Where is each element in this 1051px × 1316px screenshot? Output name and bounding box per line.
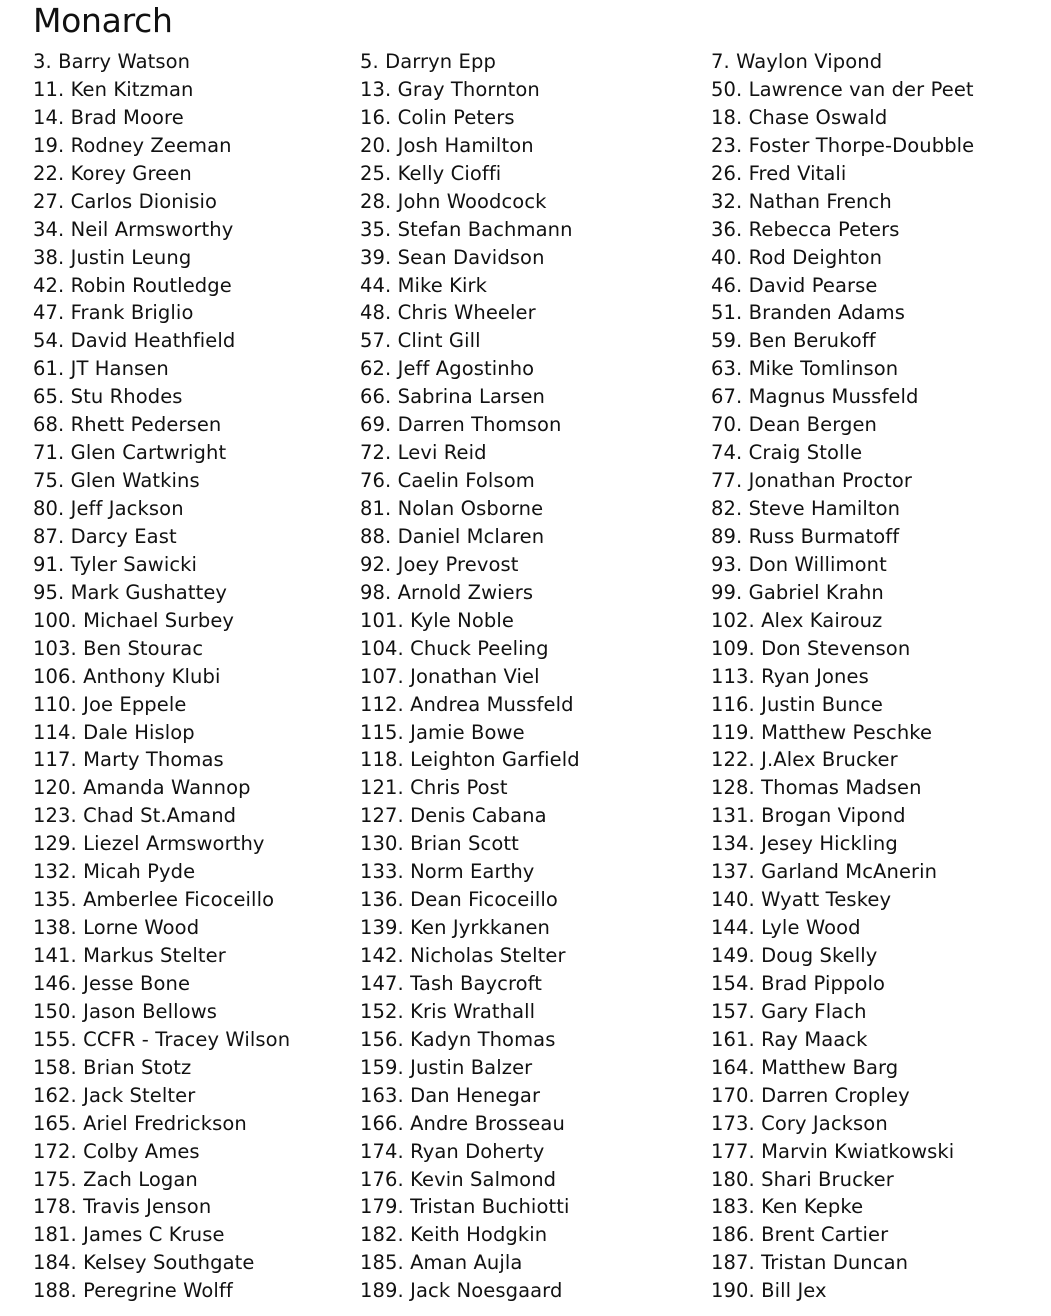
roster-entry: 109. Don Stevenson [711,636,911,660]
roster-entry: 69. Darren Thomson [360,413,562,437]
roster-entry: 5. Darryn Epp [360,50,496,73]
roster-entry: 110. Joe Eppele [33,692,187,716]
roster-entry: 34. Neil Armsworthy [33,217,234,241]
roster-entry: 89. Russ Burmatoff [711,524,900,548]
roster-entry: 122. J.Alex Brucker [711,748,898,772]
roster-entry: 139. Ken Jyrkkanen [360,916,551,940]
roster-entry: 120. Amanda Wannop [33,776,251,800]
roster-entry: 65. Stu Rhodes [33,385,183,409]
roster-entry: 11. Ken Kitzman [33,77,194,101]
page-title: Monarch [33,1,173,40]
roster-column-3 [711,48,1046,1305]
roster-entry: 95. Mark Gushattey [33,580,228,604]
roster-entry: 128. Thomas Madsen [711,776,922,800]
roster-entry: 141. Markus Stelter [33,944,226,967]
roster-entry: 154. Brad Pippolo [711,971,886,995]
roster-column-1 [33,48,353,1305]
roster-entry: 118. Leighton Garfield [360,748,580,772]
roster-entry: 173. Cory Jackson [711,1111,888,1135]
roster-entry: 98. Arnold Zwiers [360,580,534,604]
roster-entry: 184. Kelsey Southgate [33,1251,255,1275]
roster-entry: 20. Josh Hamilton [360,133,534,157]
roster-entry: 144. Lyle Wood [711,916,861,940]
roster-entry: 87. Darcy East [33,524,177,548]
roster-entry: 76. Caelin Folsom [360,469,535,493]
roster-entry: 48. Chris Wheeler [360,301,536,325]
roster-entry: 39. Sean Davidson [360,245,545,269]
roster-entry: 63. Mike Tomlinson [711,357,899,381]
roster-entry: 114. Dale Hislop [33,720,195,744]
roster-entry: 44. Mike Kirk [360,273,488,297]
roster-entry: 100. Michael Surbey [33,608,235,632]
roster-entry: 182. Keith Hodgkin [360,1223,548,1247]
roster-entry: 158. Brian Stotz [33,1055,192,1079]
roster-entry: 103. Ben Stourac [33,636,204,660]
roster-entry: 71. Glen Cartwright [33,441,227,465]
roster-entry: 66. Sabrina Larsen [360,385,546,409]
roster-entry: 133. Norm Earthy [360,860,535,884]
roster-entry: 137. Garland McAnerin [711,860,938,884]
roster-entry: 38. Justin Leung [33,245,192,269]
roster-entry: 152. Kris Wrathall [360,999,536,1023]
roster-entry: 18. Chase Oswald [711,105,888,129]
roster-entry: 157. Gary Flach [711,999,867,1023]
roster-entry: 88. Daniel Mclaren [360,524,545,548]
roster-entry: 51. Branden Adams [711,301,906,325]
roster-entry: 142. Nicholas Stelter [360,944,566,967]
roster-entry: 106. Anthony Klubi [33,664,221,688]
roster-entry: 80. Jeff Jackson [33,497,184,520]
roster-entry: 186. Brent Cartier [711,1223,889,1247]
roster-entry: 115. Jamie Bowe [360,720,525,744]
roster-entry: 91. Tyler Sawicki [33,552,198,576]
roster-entry: 135. Amberlee Ficoceillo [33,888,275,912]
roster-entry: 47. Frank Briglio [33,301,194,325]
roster-entry: 22. Korey Green [33,161,192,185]
roster-entry: 183. Ken Kepke [711,1195,864,1219]
roster-entry: 189. Jack Noesgaard [360,1279,563,1303]
roster-entry: 102. Alex Kairouz [711,608,883,632]
roster-entry: 61. JT Hansen [33,357,169,381]
roster-entry: 116. Justin Bunce [711,692,884,716]
roster-entry: 54. David Heathfield [33,329,236,353]
roster-entry: 62. Jeff Agostinho [360,357,535,381]
roster-entry: 112. Andrea Mussfeld [360,692,574,716]
roster-entry: 119. Matthew Peschke [711,720,933,744]
roster-entry: 32. Nathan French [711,189,892,213]
roster-entry: 82. Steve Hamilton [711,497,901,520]
roster-list [0,48,1051,1308]
roster-entry: 50. Lawrence van der Peet [711,77,974,101]
roster-entry: 132. Micah Pyde [33,860,196,884]
roster-entry: 74. Craig Stolle [711,441,863,465]
roster-entry: 155. CCFR - Tracey Wilson [33,1027,291,1051]
roster-entry: 138. Lorne Wood [33,916,200,940]
roster-entry: 75. Glen Watkins [33,469,200,493]
roster-entry: 72. Levi Reid [360,441,487,465]
roster-entry: 35. Stefan Bachmann [360,217,573,241]
roster-entry: 25. Kelly Cioffi [360,161,502,185]
roster-entry: 16. Colin Peters [360,105,515,129]
roster-entry: 113. Ryan Jones [711,664,869,688]
roster-entry: 162. Jack Stelter [33,1083,196,1107]
roster-entry: 14. Brad Moore [33,105,184,129]
roster-entry: 140. Wyatt Teskey [711,888,892,912]
roster-entry: 178. Travis Jenson [33,1195,212,1219]
roster-entry: 176. Kevin Salmond [360,1167,557,1191]
roster-entry: 134. Jesey Hickling [711,832,898,856]
roster-entry: 36. Rebecca Peters [711,217,900,241]
roster-entry: 59. Ben Berukoff [711,329,876,353]
roster-entry: 174. Ryan Doherty [360,1139,545,1163]
roster-entry: 46. David Pearse [711,273,878,297]
roster-entry: 3. Barry Watson [33,50,191,73]
roster-entry: 92. Joey Prevost [360,552,519,576]
roster-entry: 172. Colby Ames [33,1139,200,1163]
roster-entry: 127. Denis Cabana [360,804,547,828]
roster-entry: 19. Rodney Zeeman [33,133,232,157]
roster-entry: 177. Marvin Kwiatkowski [711,1139,955,1163]
roster-entry: 77. Jonathan Proctor [711,469,912,493]
roster-entry: 136. Dean Ficoceillo [360,888,558,912]
roster-entry: 175. Zach Logan [33,1167,198,1191]
roster-entry: 190. Bill Jex [711,1279,827,1303]
roster-column-2 [360,48,705,1305]
roster-entry: 7. Waylon Vipond [711,50,883,73]
roster-entry: 70. Dean Bergen [711,413,878,437]
roster-entry: 99. Gabriel Krahn [711,580,884,604]
roster-entry: 42. Robin Routledge [33,273,232,297]
roster-entry: 117. Marty Thomas [33,748,224,772]
roster-entry: 188. Peregrine Wolff [33,1279,233,1303]
roster-entry: 147. Tash Baycroft [360,971,543,995]
roster-entry: 161. Ray Maack [711,1027,868,1051]
roster-entry: 149. Doug Skelly [711,944,878,967]
roster-entry: 165. Ariel Fredrickson [33,1111,247,1135]
roster-entry: 57. Clint Gill [360,329,481,353]
roster-entry: 181. James C Kruse [33,1223,225,1247]
roster-entry: 101. Kyle Noble [360,608,514,632]
roster-entry: 166. Andre Brosseau [360,1111,565,1135]
roster-entry: 27. Carlos Dionisio [33,189,218,213]
roster-entry: 150. Jason Bellows [33,999,218,1023]
roster-entry: 104. Chuck Peeling [360,636,549,660]
roster-entry: 163. Dan Henegar [360,1083,541,1107]
roster-entry: 13. Gray Thornton [360,77,540,101]
roster-entry: 180. Shari Brucker [711,1167,894,1191]
roster-entry: 185. Aman Aujla [360,1251,523,1275]
roster-entry: 170. Darren Cropley [711,1083,910,1107]
roster-entry: 123. Chad St.Amand [33,804,237,828]
roster-entry: 23. Foster Thorpe-Doubble [711,133,975,157]
roster-entry: 68. Rhett Pedersen [33,413,222,437]
roster-entry: 130. Brian Scott [360,832,519,856]
roster-entry: 146. Jesse Bone [33,971,191,995]
roster-entry: 107. Jonathan Viel [360,664,540,688]
roster-entry: 67. Magnus Mussfeld [711,385,919,409]
roster-entry: 28. John Woodcock [360,189,547,213]
roster-entry: 187. Tristan Duncan [711,1251,909,1275]
roster-entry: 131. Brogan Vipond [711,804,906,828]
roster-entry: 164. Matthew Barg [711,1055,899,1079]
roster-entry: 40. Rod Deighton [711,245,883,269]
roster-entry: 179. Tristan Buchiotti [360,1195,570,1219]
roster-entry: 156. Kadyn Thomas [360,1027,556,1051]
roster-entry: 159. Justin Balzer [360,1055,533,1079]
roster-entry: 93. Don Willimont [711,552,887,576]
roster-entry: 121. Chris Post [360,776,508,800]
roster-entry: 81. Nolan Osborne [360,497,544,520]
roster-entry: 26. Fred Vitali [711,161,847,185]
roster-entry: 129. Liezel Armsworthy [33,832,265,856]
